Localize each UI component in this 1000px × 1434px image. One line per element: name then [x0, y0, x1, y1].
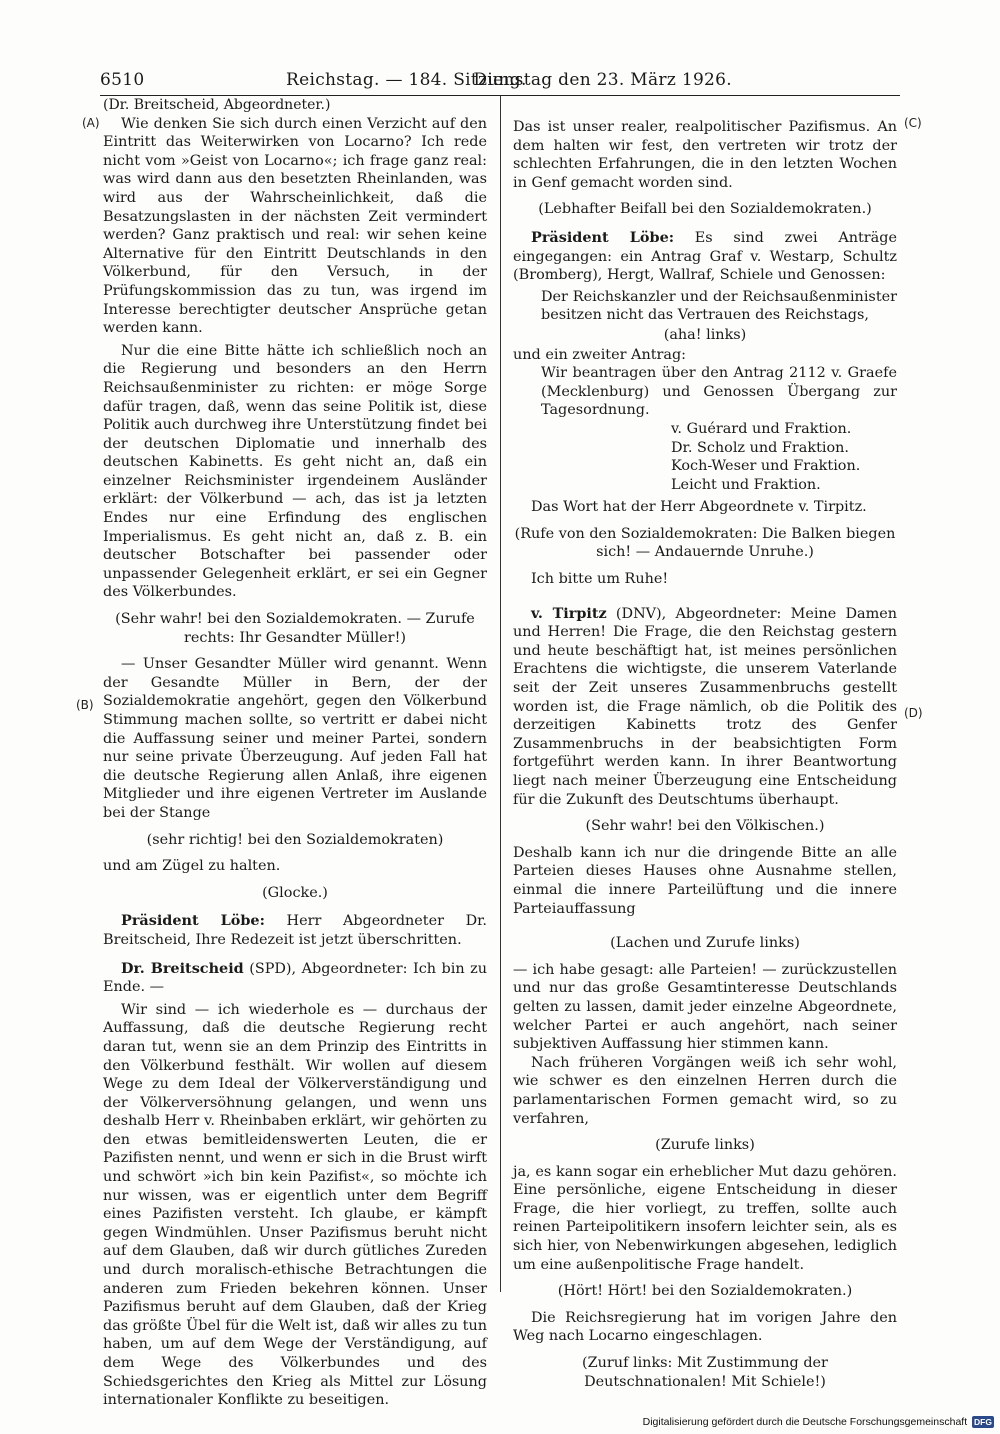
signatory: v. Guérard und Fraktion.	[671, 420, 852, 437]
signatory: Koch-Weser und Fraktion.	[671, 458, 861, 475]
header-session: Reichstag. — 184. Sitzung.	[286, 70, 527, 90]
interjection: (Rufe von den Sozialdemokraten: Die Balken biegen sich! — Andauernde Unruhe.)	[514, 525, 896, 561]
speaker-paragraph	[513, 229, 897, 285]
paragraph: und am Zügel zu halten.	[103, 858, 281, 875]
speech-text: Es sind zwei Anträge eingegangen: ein Antrag Graf v. Westarp, Schultz (Bromberg), Hergt, Wallraf, Schiele und Genossen:	[513, 229, 897, 284]
paragraph: Wie denken Sie sich durch einen Verzicht auf den Eintritt das Weiterwirken von Locarno? Ich rede nicht vom »Geist von Locarno«; ich frage ganz real: was wird dann aus den besetzten Rheinlanden, was wird aus der Wahrscheinlichkeit, daß die Besatzungslasten in der nächsten Zeit vermindert werden? Ganz praktisch und real: wir sehen keine Alternative für den Eintritt Deutschlands in den Völkerbund, für den Versuch, in der Prüfungskommission das zu tun, was irgend im Interesse berechtigter deutscher Ansprüche getan werden kann.	[103, 115, 487, 337]
paragraph: und ein zweiter Antrag:	[513, 346, 687, 363]
speaker-name: Dr. Breitscheid	[121, 959, 244, 977]
paragraph: Wir sind — ich wiederhole es — durchaus der Auffassung, daß die deutsche Regierung recht daran tut, wenn sie an dem Prinzip des Eintritts in den Völkerbund festhält. Wir wollen auf diesem Wege zu dem Ideal der Völkerverständigung und der Völkerversöhnung gelangen, und wenn uns deshalb Herr v. Rheinbaben erklärt, wir gehörten zu den etwas bemitleidenswerten Leuten, die er Pazifisten nennt, und wenn er sich in die Brust wirft und schwört »ich bin kein Pazifist«, so möchte ich nur wissen, was er eigentlich unter dem Begriff eines Pazifisten versteht. Ich glaube, er kämpft gegen Windmühlen. Unser Pazifismus beruht nicht auf dem Glauben, daß wir durch gütliches Zureden und durch moralisch-ethische Betrachtungen die anderen zum Frieden bekehren können. Unser Pazifismus beruht auf dem Glauben, daß der Krieg das größte Übel für die Welt ist, daß wir alles zu tun haben, um auf dem Wege der Verständigung, auf dem Wege des Völkerbundes und des Schiedsgerichtes den Krieg als Mittel zur Lösung internationaler Konflikte zu beseitigen.	[103, 1001, 487, 1409]
interjection: (Glocke.)	[262, 884, 328, 901]
speech-text: (SPD), Abgeordneter: Ich bin zu Ende. —	[103, 960, 487, 996]
signatory: Leicht und Fraktion.	[671, 476, 821, 493]
column-divider	[500, 96, 501, 1292]
margin-mark-c: (C)	[904, 116, 922, 130]
paragraph: Nur die eine Bitte hätte ich schließlich noch an die Regierung und besonders an den Herrn Reichsaußenminister zu richten: er möge Sorge dafür tragen, daß, wenn das seine Politik ist, diese Politik auch durchweg ihre Unterstützung findet bei der deutschen Diplomatie und innerhalb des deutschen Kabinetts. Es geht nicht an, daß ein einzelner Reichsminister irgendeinem Ausländer erklärt: der Völkerbund — ach, das ist ja letzten Endes nur eine Erfindung des englischen Imperialismus. Es geht nicht an, daß z. B. ein deutscher Botschafter bei passender oder unpassender Gelegenheit erklärt, er sei ein Gegner des Völkerbundes.	[103, 342, 487, 601]
motion-text: Wir beantragen über den Antrag 2112 v. Graefe (Mecklenburg) und Genossen Übergang zur Tagesordnung.	[541, 365, 897, 419]
right-column	[513, 96, 897, 1399]
paragraph: — Unser Gesandter Müller wird genannt. Wenn der Gesandte Müller in Bern, der der Sozialdemokratie angehört, gegen den Völkerbund Stimmung machen sollte, so vertritt er dabei nicht die Auffassung seiner und meiner Partei, sondern nur seine private Überzeugung. Auf jeden Fall hat die deutsche Regierung allen Anlaß, ihre eigenen Mitglieder und ihre eigenen Vertreter im Auslande bei der Stange	[103, 656, 487, 821]
page-number: 6510	[100, 70, 145, 90]
speaker-name: Präsident Löbe:	[531, 228, 675, 246]
interjection: (Hört! Hört! bei den Sozialdemokraten.)	[557, 1283, 853, 1300]
interjection: (Zurufe links)	[655, 1137, 755, 1154]
paragraph: Die Reichsregierung hat im vorigen Jahre den Weg nach Locarno eingeschlagen.	[513, 1309, 897, 1345]
paragraph: Deshalb kann ich nur die dringende Bitte an alle Parteien dieses Hauses ohne Ausnahme stellen, einmal die innere Parteilüftung und die innere Parteiauffassung	[513, 844, 897, 917]
paragraph: — ich habe gesagt: alle Parteien! — zurückzustellen und nur das große Gesamtinteresse Deutschlands gelten zu lassen, damit jeder einzelne Abgeordnete, welcher Partei er auch angehört, nach seiner subjektiven Auffassung hier stimmen kann.	[513, 961, 897, 1053]
footer-text: Digitalisierung gefördert durch die Deutsche Forschungsgemeinschaft	[642, 1416, 968, 1428]
speaker-name: Präsident Löbe:	[121, 912, 265, 930]
interjection: (Zuruf links: Mit Zustimmung der Deutschnationalen! Mit Schiele!)	[582, 1355, 828, 1390]
interjection: (Lachen und Zurufe links)	[610, 935, 800, 952]
interjection: (aha! links)	[663, 326, 747, 343]
paragraph: Das ist unser realer, realpolitischer Pazifismus. An dem halten wir fest, den vertreten wir trotz der schlechten Erfahrungen, die in den letzten Wochen in Genf gemacht worden sind.	[513, 119, 897, 191]
paragraph: Nach früheren Vorgängen weiß ich sehr wohl, wie schwer es den einzelnen Herren durch die parlamentarischen Formen gemacht wird, so zu verfahren,	[513, 1054, 897, 1127]
signatory: Dr. Scholz und Fraktion.	[671, 439, 849, 456]
margin-mark-a: (A)	[82, 116, 100, 130]
footer-credit	[643, 1416, 994, 1428]
page-header	[100, 70, 732, 94]
paragraph: ja, es kann sogar ein erheblicher Mut dazu gehören. Eine persönliche, eigene Entscheidung in dieser Frage, die hier vorliegt, zu treffen, sollte auch reinen Parteipolitikern insofern leichter sein, als es sich hier, von Nebenwirkungen abgesehen, lediglich um eine außenpolitische Frage handelt.	[513, 1163, 897, 1273]
speaker-tag: (Dr. Breitscheid, Abgeordneter.)	[103, 97, 331, 113]
speaker-paragraph	[103, 912, 487, 949]
speech-text: (DNV), Abgeordneter: Meine Damen und Herren! Die Frage, die den Reichstag gestern und heute beschäftigt hat, ist meines persönlichen Erachtens die wichtigste, die unserem Vaterlande seit der Zeit unseres Zusammenbruchs gestellt worden ist, die Frage nämlich, ob die Politik des derzeitigen Kabinetts trotz des Genfer Zusammenbruchs in der beabsichtigten Form fortgeführt werden kann. In ihrer Beantwortung liegt nach meiner Überzeugung eine Entscheidung für die Zukunft des Deutschtums überhaupt.	[513, 605, 897, 808]
margin-mark-d: (D)	[904, 706, 923, 720]
interjection: (Sehr wahr! bei den Sozialdemokraten. — Zurufe rechts: Ihr Gesandter Müller!)	[115, 611, 475, 646]
speaker-name: v. Tirpitz	[531, 604, 607, 622]
interjection: (Lebhafter Beifall bei den Sozialdemokraten.)	[538, 201, 872, 218]
header-date: Dienstag den 23. März 1926.	[473, 70, 732, 90]
speaker-paragraph	[103, 960, 487, 997]
paragraph: Das Wort hat der Herr Abgeordnete v. Tirpitz.	[531, 499, 867, 516]
dfg-logo-icon: DFG	[974, 1417, 992, 1427]
margin-mark-b: (B)	[76, 698, 94, 712]
motion-text: Der Reichskanzler und der Reichsaußenminister besitzen nicht das Vertrauen des Reichstags,	[541, 288, 897, 324]
interjection: (Sehr wahr! bei den Völkischen.)	[585, 818, 825, 835]
speech-text: Herr Abgeordneter Dr. Breitscheid, Ihre Redezeit ist jetzt überschritten.	[103, 913, 487, 948]
left-column	[103, 96, 487, 1410]
paragraph: Ich bitte um Ruhe!	[531, 571, 669, 588]
speaker-paragraph	[513, 605, 897, 810]
interjection: (sehr richtig! bei den Sozialdemokraten)	[146, 831, 444, 848]
